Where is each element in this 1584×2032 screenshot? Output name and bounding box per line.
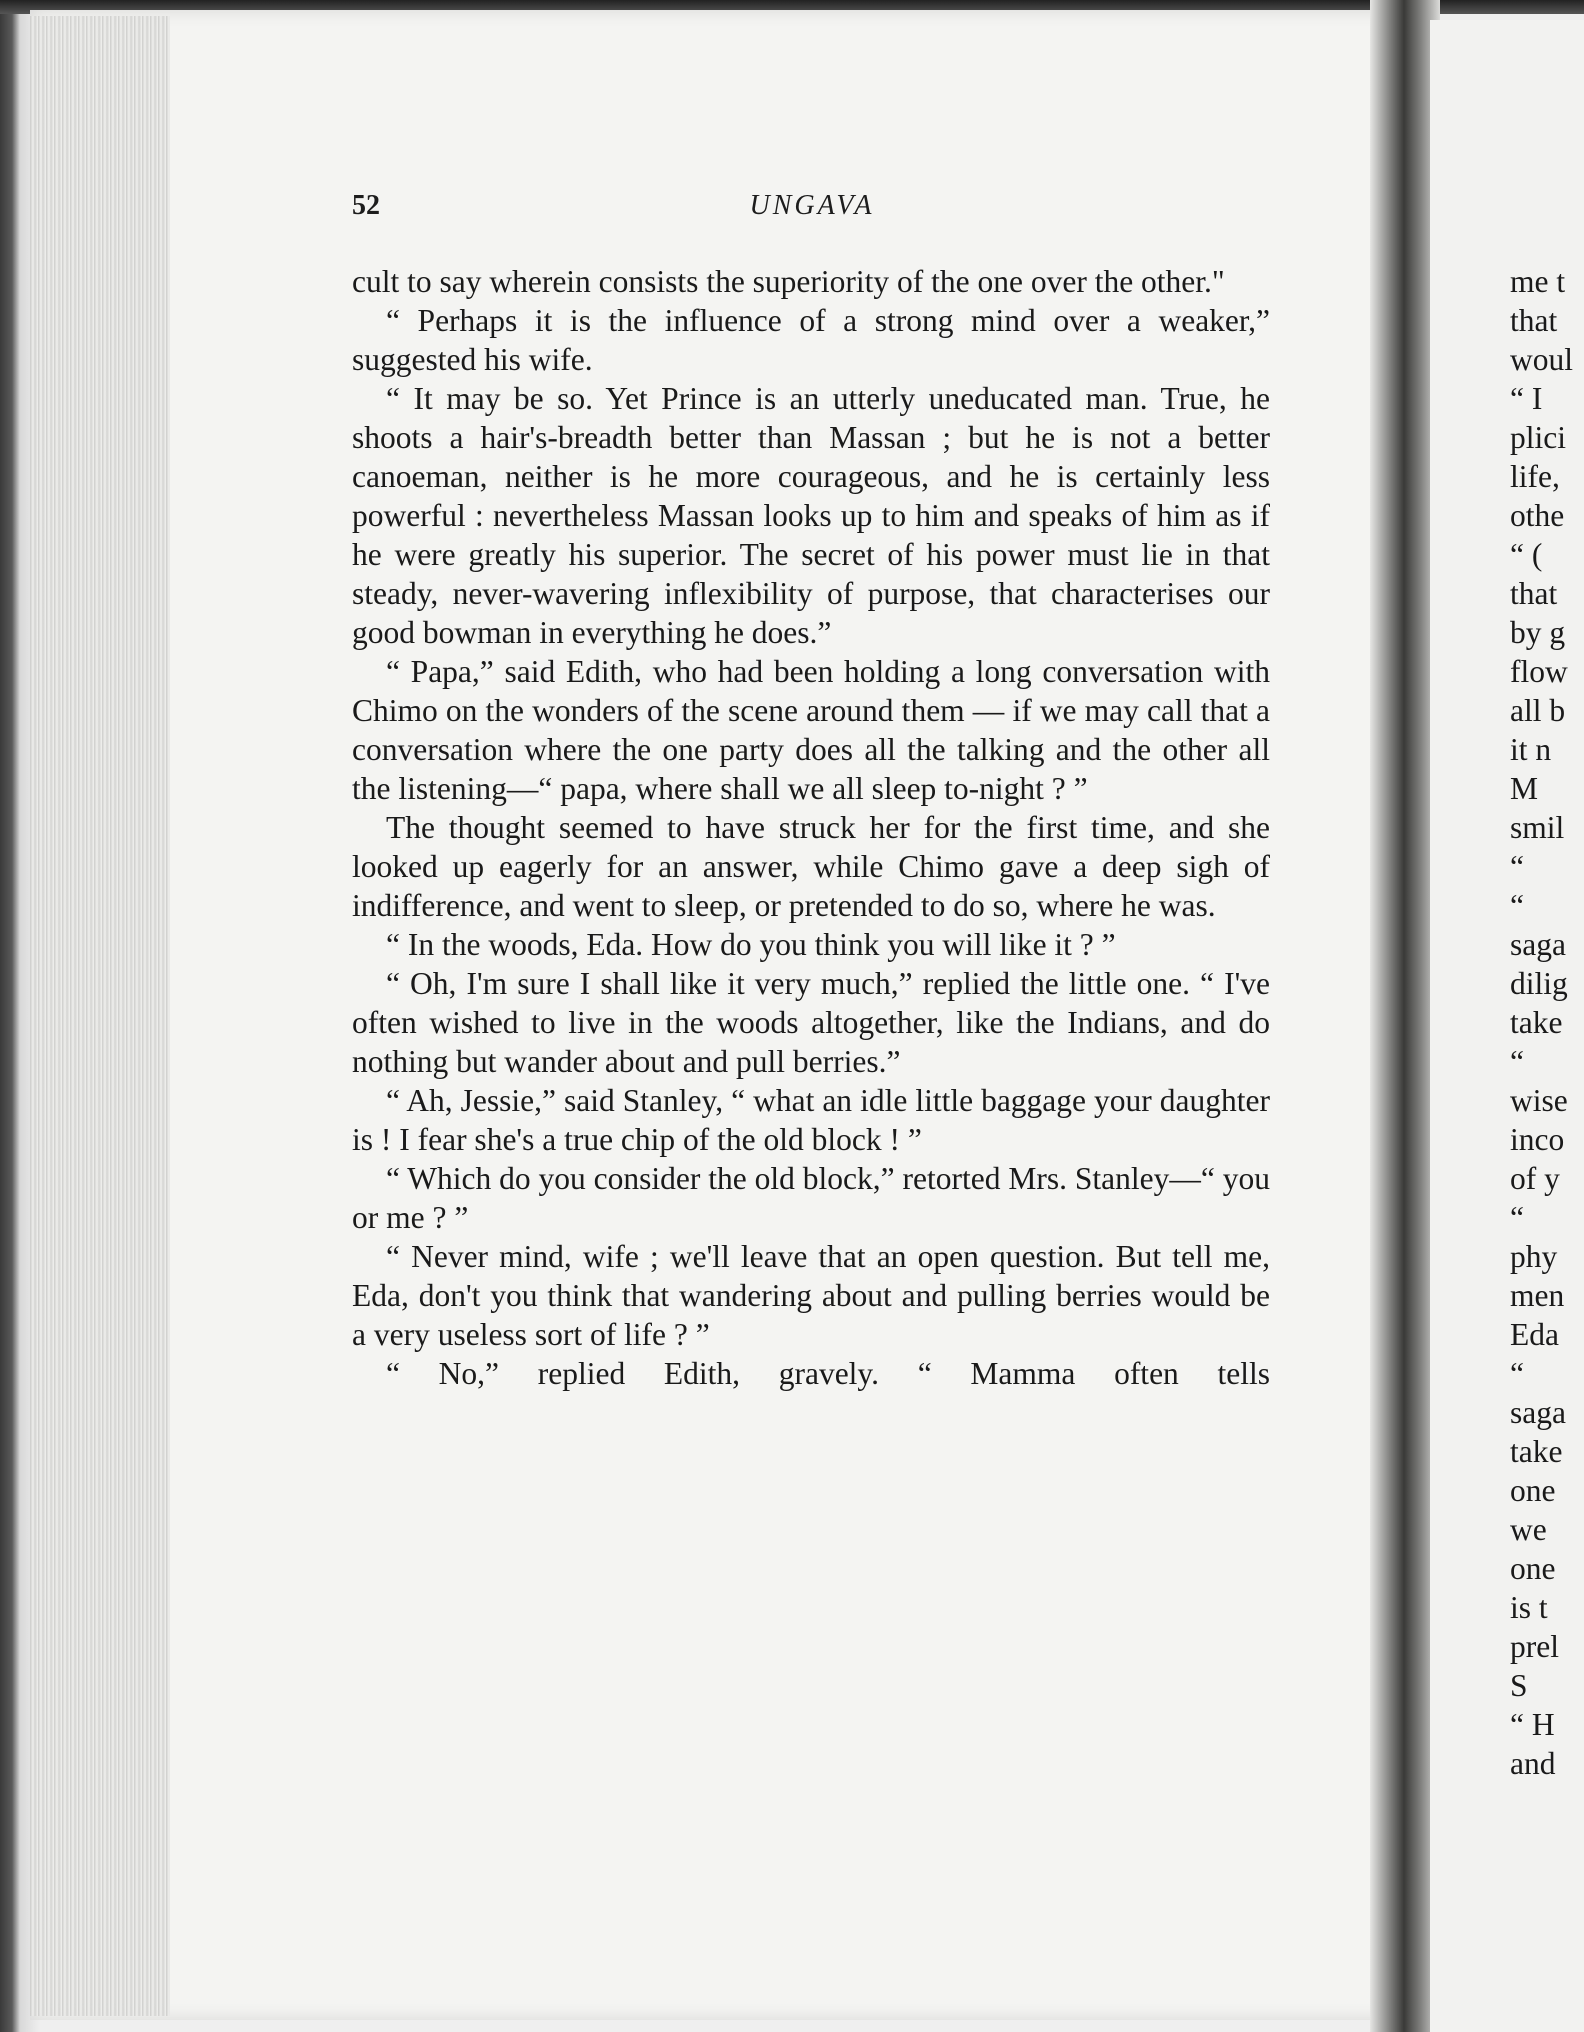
page-header: [352, 190, 1272, 230]
paragraph: “ Papa,” said Edith, who had been holding a long conversation with Chimo on the wonders of the scene around them — if we may call that a conversation where the one party does all the talking and the other all the listening—“ papa, where shall we all sleep to-night ? ”: [352, 654, 1270, 806]
page-number: 52: [352, 190, 380, 221]
facing-page-line: saga: [1510, 927, 1566, 962]
facing-page-line: life,: [1510, 459, 1560, 494]
facing-page-line: “: [1510, 1200, 1524, 1235]
facing-page-line: men: [1510, 1278, 1565, 1313]
facing-page-line: take: [1510, 1434, 1563, 1469]
paragraph: “ Never mind, wife ; we'll leave that an open question. But tell me, Eda, don't you think that wandering about and pulling berries would be a very useless sort of life ? ”: [352, 1239, 1270, 1352]
facing-page-line: one: [1510, 1551, 1556, 1586]
facing-page-line: that: [1510, 303, 1558, 338]
facing-page-line: one: [1510, 1473, 1556, 1508]
facing-page-line: wise: [1510, 1083, 1568, 1118]
paragraph: “ No,” replied Edith, gravely. “ Mamma often tells: [386, 1356, 1270, 1391]
paragraph: “ It may be so. Yet Prince is an utterly uneducated man. True, he shoots a hair's-breadth better than Massan ; but he is not a better canoeman, neither is he more courageous, and he is certainly less powerful : nevertheless Massan looks up to him and speaks of him as if he were greatly his superior. The secret of his power must lie in that steady, never-wavering inflexibility of purpose, that characterises our good bowman in everything he does.”: [352, 381, 1270, 650]
facing-page-line: “ (: [1510, 537, 1543, 572]
facing-page-line: me t: [1510, 264, 1566, 299]
paragraph: “ In the woods, Eda. How do you think you will like it ? ”: [386, 927, 1116, 962]
facing-page-line: plici: [1510, 420, 1566, 455]
facing-page-line: “: [1510, 888, 1524, 923]
facing-page-line: “: [1510, 1044, 1524, 1079]
facing-page-line: that: [1510, 576, 1558, 611]
facing-page-line: M: [1510, 771, 1539, 806]
paragraph: “ Which do you consider the old block,” retorted Mrs. Stanley—“ you or me ? ”: [352, 1161, 1270, 1235]
facing-page-line: flow: [1510, 654, 1568, 689]
facing-page-line: and: [1510, 1746, 1556, 1781]
paragraph: “ Perhaps it is the influence of a strong mind over a weaker,” suggested his wife.: [352, 303, 1270, 377]
facing-page-line: saga: [1510, 1395, 1566, 1430]
facing-page-line: othe: [1510, 498, 1565, 533]
facing-page-line: is t: [1510, 1590, 1548, 1625]
facing-page-line: phy: [1510, 1239, 1558, 1274]
facing-page-line: it n: [1510, 732, 1552, 767]
facing-page-line: we: [1510, 1512, 1547, 1547]
paragraph: cult to say wherein consists the superiority of the one over the other.": [352, 264, 1225, 299]
facing-page-line: prel: [1510, 1629, 1559, 1664]
facing-page-line: dilig: [1510, 966, 1568, 1001]
facing-page-line: inco: [1510, 1122, 1565, 1157]
paragraph: The thought seemed to have struck her for the first time, and she looked up eagerly for an answer, while Chimo gave a deep sigh of indifference, and went to sleep, or pretended to do so, where he was.: [352, 810, 1270, 923]
facing-page-line: smil: [1510, 810, 1565, 845]
facing-page-line: “ H: [1510, 1707, 1555, 1742]
facing-page-text: [1510, 262, 1584, 1783]
facing-page-line: “: [1510, 849, 1524, 884]
body-text: [352, 262, 1270, 1393]
facing-page-line: of y: [1510, 1161, 1560, 1196]
running-title: UNGAVA: [749, 190, 875, 221]
facing-page-line: Eda: [1510, 1317, 1559, 1352]
paragraph: “ Ah, Jessie,” said Stanley, “ what an idle little baggage your daughter is ! I fear she's a true chip of the old block ! ”: [352, 1083, 1270, 1157]
facing-page-line: “ I: [1510, 381, 1543, 416]
facing-page-line: by g: [1510, 615, 1566, 650]
facing-page-line: woul: [1510, 342, 1573, 377]
facing-page-line: take: [1510, 1005, 1563, 1040]
facing-page-line: S: [1510, 1668, 1528, 1703]
page-edges: [30, 16, 170, 2016]
facing-page-line: all b: [1510, 693, 1566, 728]
facing-page-line: “: [1510, 1356, 1524, 1391]
paragraph: “ Oh, I'm sure I shall like it very much,” replied the little one. “ I've often wished to live in the woods altogether, like the Indians, and do nothing but wander about and pull berries.”: [352, 966, 1270, 1079]
